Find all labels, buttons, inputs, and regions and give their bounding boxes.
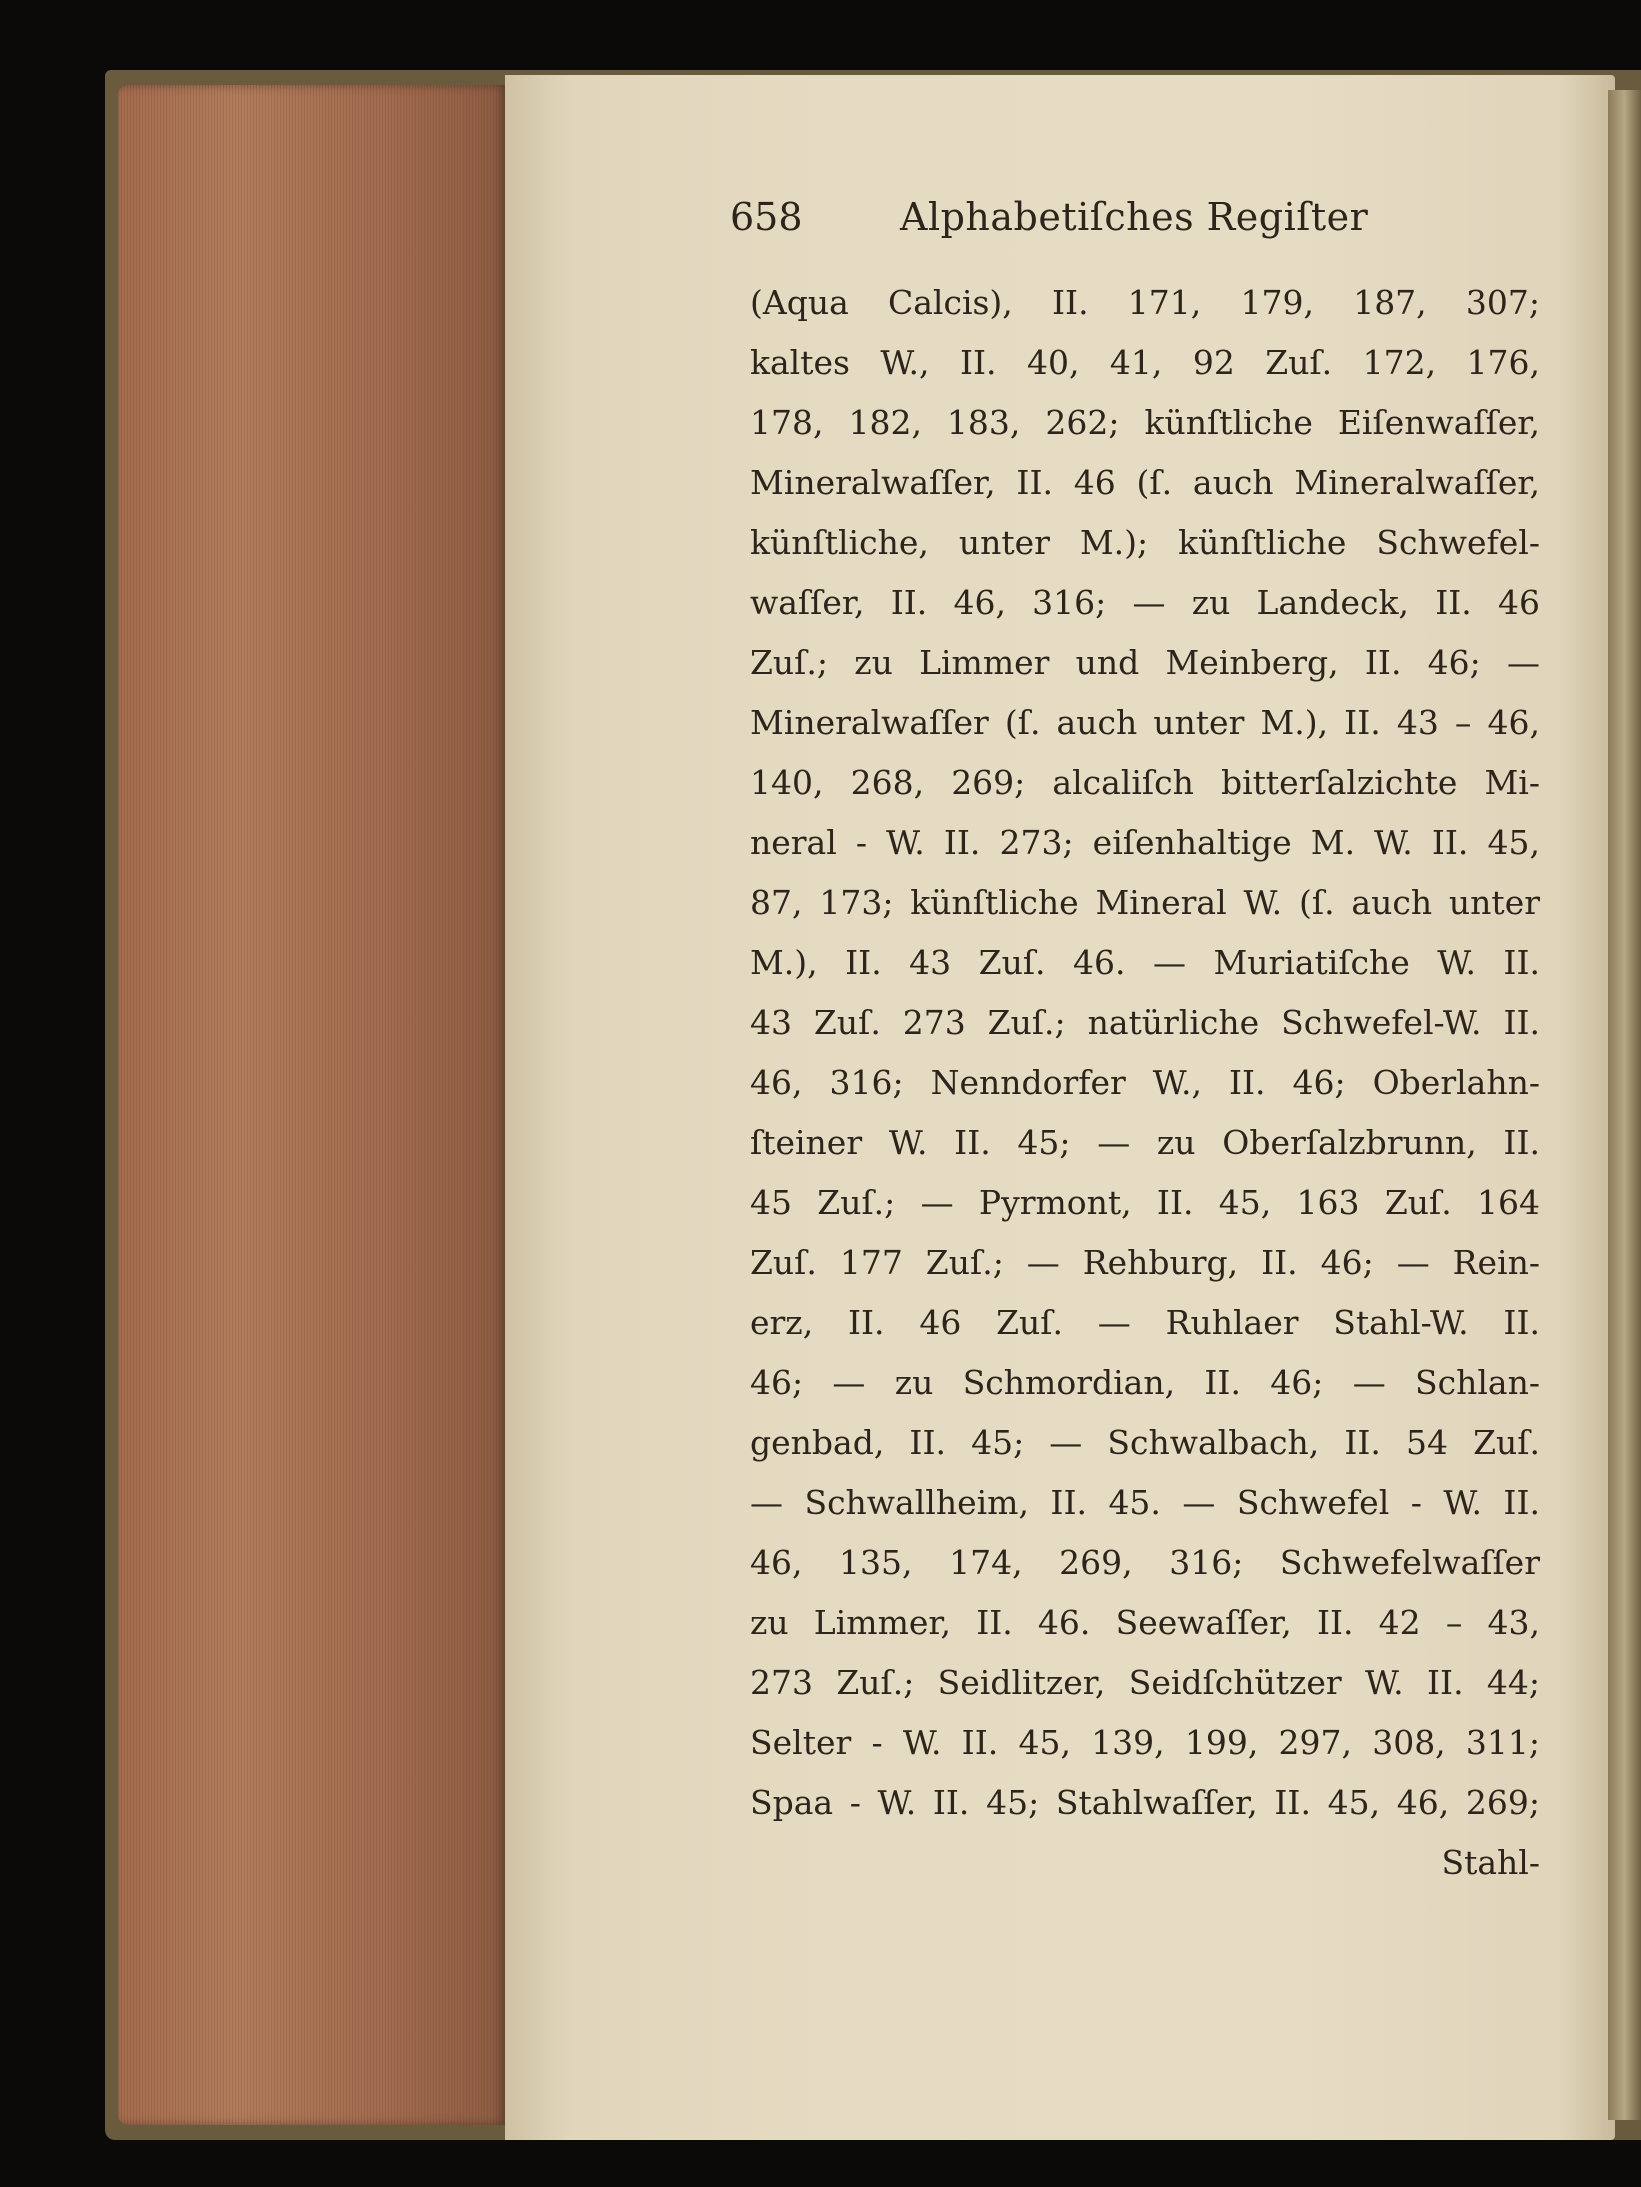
text-line: Mineralwaſſer (ſ. auch unter M.), II. 43 – 46, <box>750 703 1540 742</box>
page-edges <box>118 85 508 2125</box>
page-fore-edge <box>1608 90 1641 2120</box>
text-line: 46, 135, 174, 269, 316; Schwefelwaſſer <box>750 1543 1540 1582</box>
text-line: waſſer, II. 46, 316; — zu Landeck, II. 46 <box>750 583 1540 622</box>
text-line: Zuſ. 177 Zuſ.; — Rehburg, II. 46; — Rein- <box>750 1243 1540 1282</box>
text-line: Zuſ.; zu Limmer und Meinberg, II. 46; — <box>750 643 1540 682</box>
text-line: 46, 316; Nenndorfer W., II. 46; Oberlahn- <box>750 1063 1540 1102</box>
text-line: genbad, II. 45; — Schwalbach, II. 54 Zuſ. <box>750 1423 1540 1462</box>
page-text <box>730 185 1540 1893</box>
text-line: Selter - W. II. 45, 139, 199, 297, 308, 311; <box>750 1723 1540 1762</box>
text-line: Mineralwaſſer, II. 46 (ſ. auch Mineralwaſſer, <box>750 463 1540 502</box>
text-line: 87, 173; künſtliche Mineral W. (ſ. auch unter <box>750 883 1540 922</box>
text-line: neral - W. II. 273; eiſenhaltige M. W. II. 45, <box>750 823 1540 862</box>
text-line: künſtliche, unter M.); künſtliche Schwefel- <box>750 523 1540 562</box>
register-body <box>750 273 1540 1893</box>
text-line: ſteiner W. II. 45; — zu Oberſalzbrunn, II. <box>750 1123 1540 1162</box>
text-line: M.), II. 43 Zuſ. 46. — Muriatiſche W. II. <box>750 943 1540 982</box>
text-line: 46; — zu Schmordian, II. 46; — Schlan- <box>750 1363 1540 1402</box>
text-line: erz, II. 46 Zuſ. — Ruhlaer Stahl-W. II. <box>750 1303 1540 1342</box>
text-line: 178, 182, 183, 262; künſtliche Eiſenwaſſer, <box>750 403 1540 442</box>
text-line: 140, 268, 269; alcaliſch bitterſalzichte Mi- <box>750 763 1540 802</box>
text-line: 45 Zuſ.; — Pyrmont, II. 45, 163 Zuſ. 164 <box>750 1183 1540 1222</box>
running-title: Alphabetiſches Regiſter <box>900 195 1369 239</box>
text-line: (Aqua Calcis), II. 171, 179, 187, 307; <box>750 283 1540 322</box>
text-line: Spaa - W. II. 45; Stahlwaſſer, II. 45, 46, 269; <box>750 1783 1540 1822</box>
text-line: — Schwallheim, II. 45. — Schwefel - W. II. <box>750 1483 1540 1522</box>
text-line: 273 Zuſ.; Seidlitzer, Seidſchützer W. II. 44; <box>750 1663 1540 1702</box>
page-number: 658 <box>730 195 803 239</box>
page-header <box>730 185 1540 249</box>
text-line: kaltes W., II. 40, 41, 92 Zuſ. 172, 176, <box>750 343 1540 382</box>
text-line: 43 Zuſ. 273 Zuſ.; natürliche Schwefel-W. II. <box>750 1003 1540 1042</box>
text-line: zu Limmer, II. 46. Seewaſſer, II. 42 – 43, <box>750 1603 1540 1642</box>
catchword: Stahl- <box>1441 1843 1540 1882</box>
